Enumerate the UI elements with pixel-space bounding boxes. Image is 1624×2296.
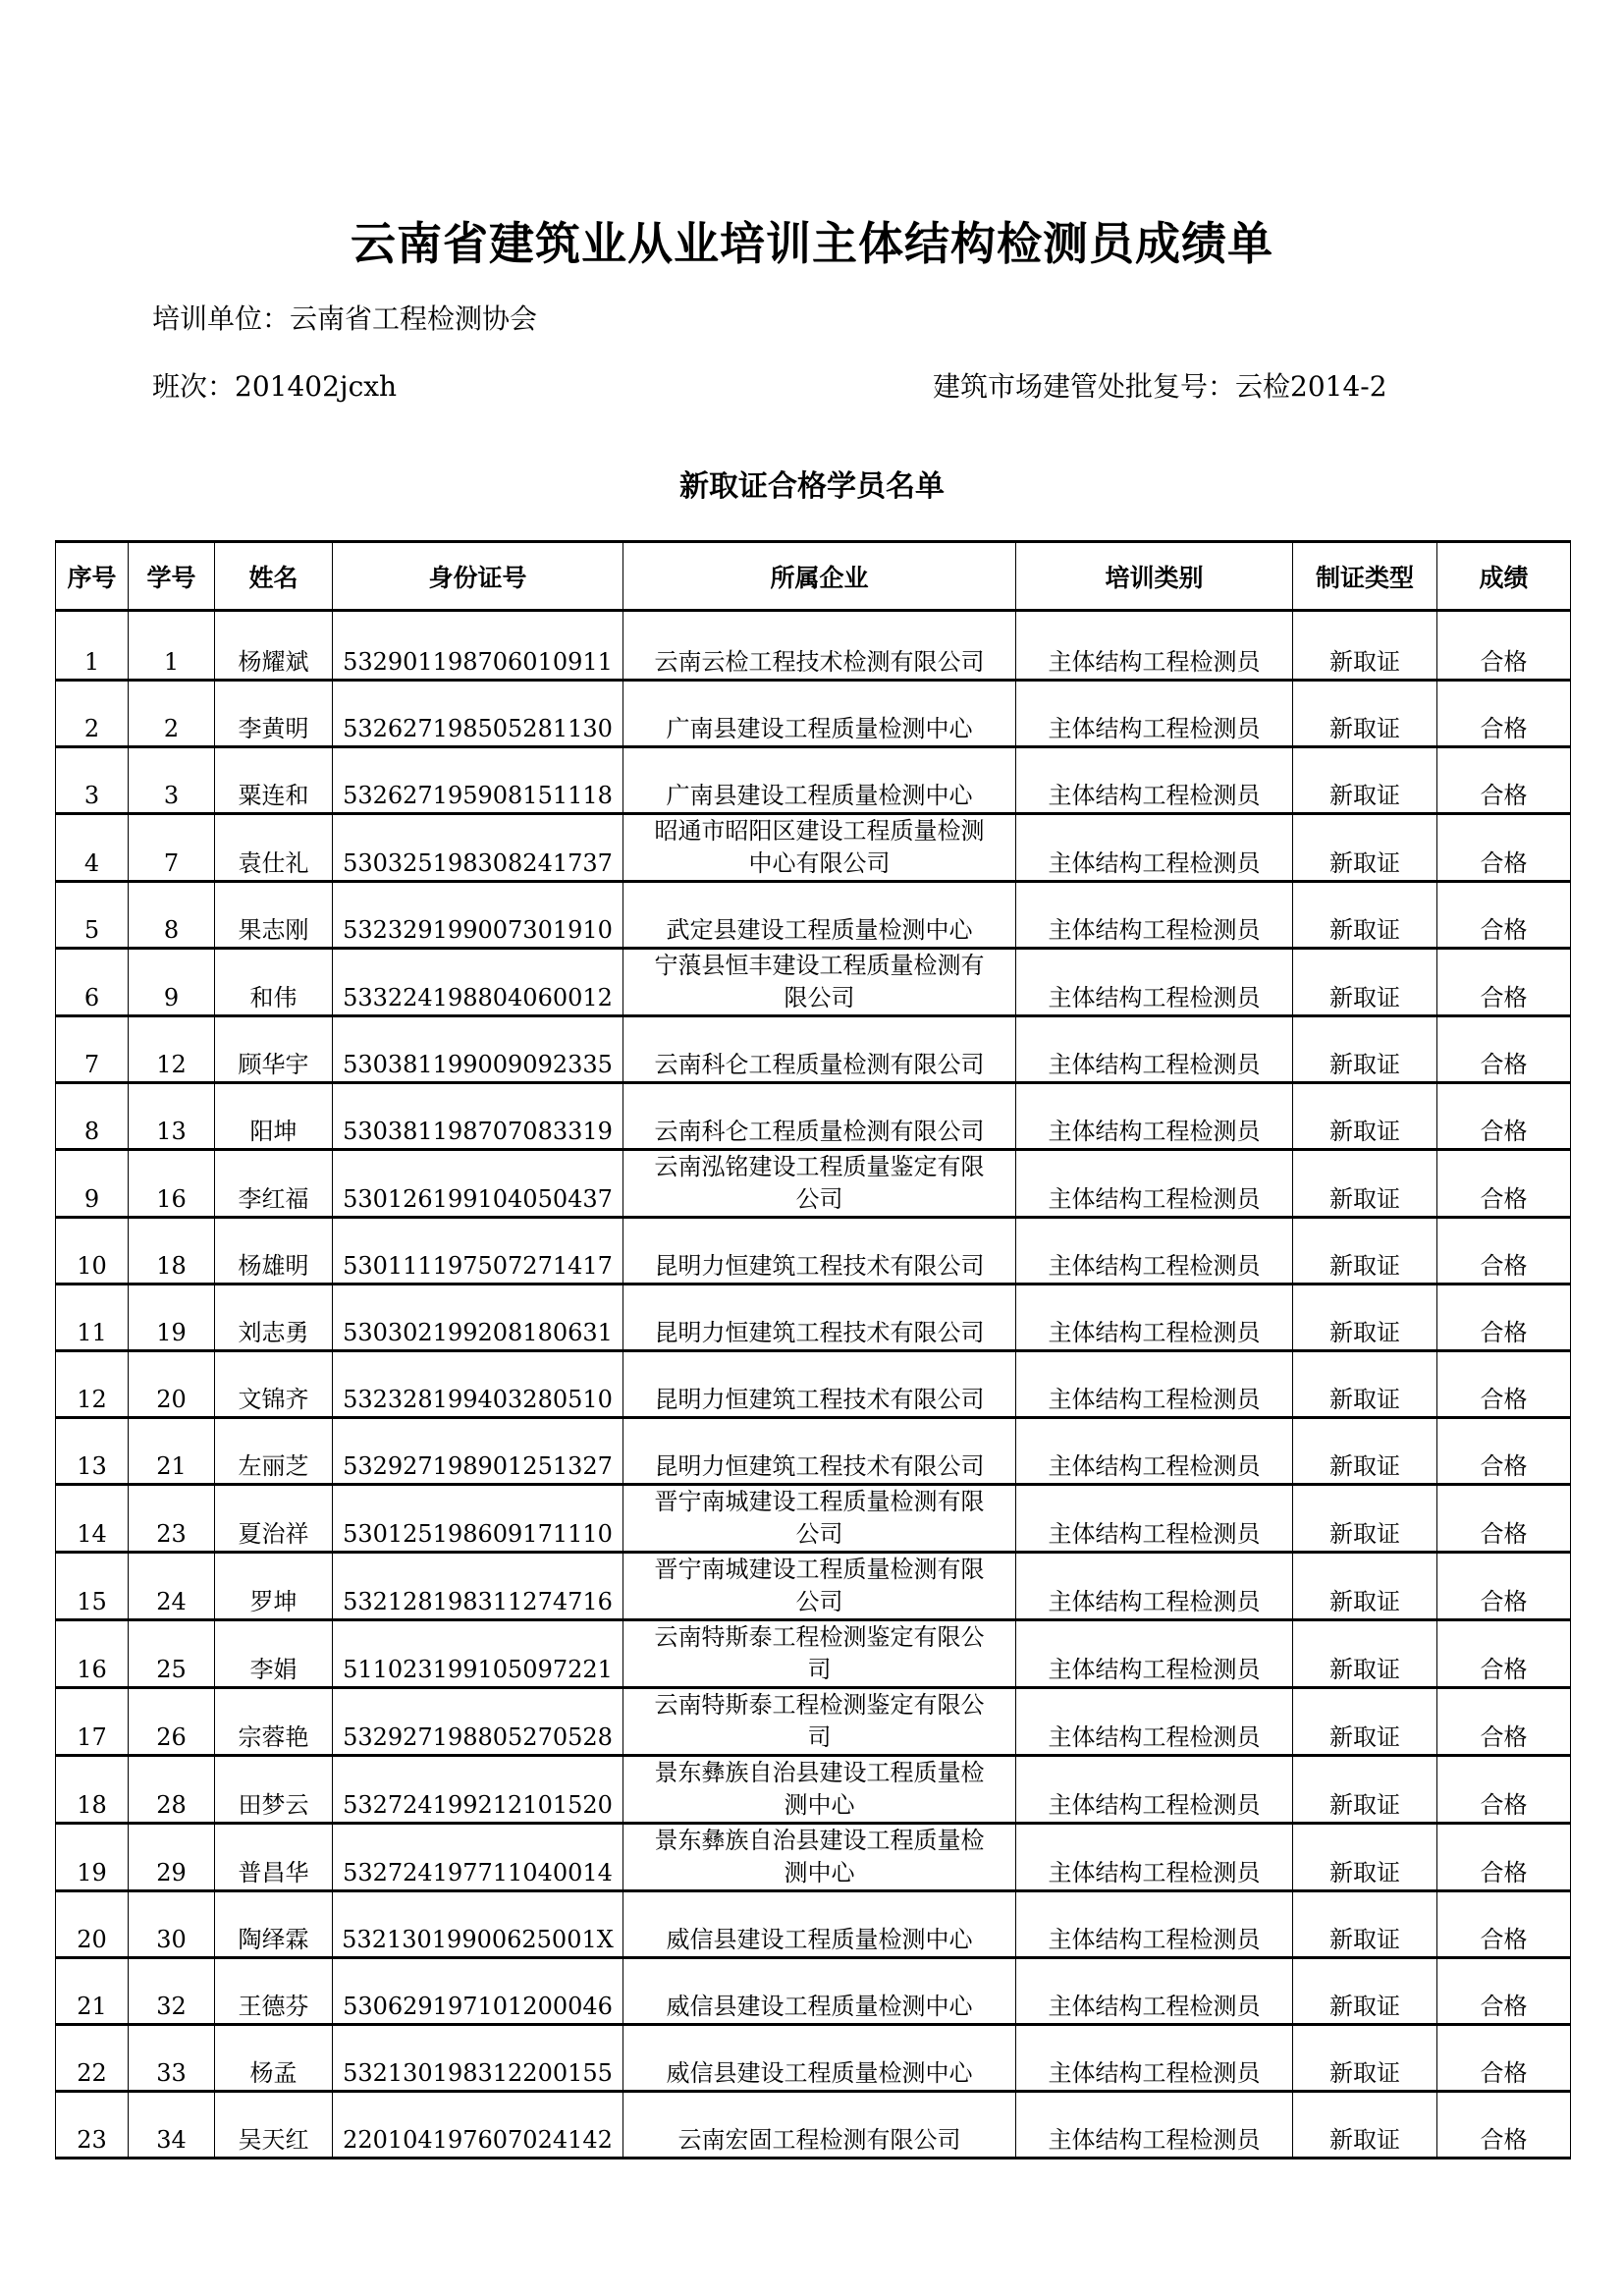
cell-cert-type: 新取证 — [1293, 1620, 1437, 1688]
cell-seq: 10 — [56, 1218, 129, 1285]
cell-student-no: 19 — [129, 1285, 215, 1351]
cell-result: 合格 — [1437, 1485, 1571, 1553]
cell-training-category: 主体结构工程检测员 — [1016, 1083, 1293, 1150]
header-result: 成绩 — [1437, 542, 1571, 611]
company-line: 云南特斯泰工程检测鉴定有限公 — [654, 1691, 985, 1719]
header-student-no: 学号 — [129, 542, 215, 611]
company-line: 云南云检工程技术检测有限公司 — [654, 648, 985, 676]
cell-cert-type: 新取证 — [1293, 1351, 1437, 1418]
cell-company — [623, 1285, 1016, 1351]
cell-seq: 19 — [56, 1824, 129, 1891]
cell-id-number: 532627198505281130 — [333, 681, 623, 747]
cell-seq: 20 — [56, 1891, 129, 1958]
cell-student-no: 16 — [129, 1150, 215, 1218]
cell-training-category: 主体结构工程检测员 — [1016, 747, 1293, 814]
table-row — [56, 1150, 1571, 1218]
cell-cert-type: 新取证 — [1293, 949, 1437, 1016]
table-row — [56, 1485, 1571, 1553]
cell-id-number: 530629197101200046 — [333, 1958, 623, 2025]
cell-seq: 3 — [56, 747, 129, 814]
cell-training-category: 主体结构工程检测员 — [1016, 1824, 1293, 1891]
cell-seq: 13 — [56, 1418, 129, 1485]
cell-id-number: 53213019900625001X — [333, 1891, 623, 1958]
cell-seq: 16 — [56, 1620, 129, 1688]
cell-name: 刘志勇 — [215, 1285, 333, 1351]
cell-student-no: 25 — [129, 1620, 215, 1688]
cell-seq: 14 — [56, 1485, 129, 1553]
class-code: 班次：201402jcxh — [152, 370, 398, 403]
table-row — [56, 1553, 1571, 1620]
company-line: 司 — [807, 1723, 832, 1751]
cell-seq: 23 — [56, 2092, 129, 2159]
company-line: 昆明力恒建筑工程技术有限公司 — [654, 1452, 985, 1480]
cell-training-category: 主体结构工程检测员 — [1016, 1756, 1293, 1824]
cell-student-no: 2 — [129, 681, 215, 747]
cell-seq: 7 — [56, 1016, 129, 1083]
header-training-category: 培训类别 — [1016, 542, 1293, 611]
cell-id-number: 530302199208180631 — [333, 1285, 623, 1351]
approval-number: 建筑市场建管处批复号：云检2014-2 — [933, 370, 1387, 403]
cell-training-category: 主体结构工程检测员 — [1016, 1218, 1293, 1285]
table-row — [56, 949, 1571, 1016]
cell-company — [623, 1351, 1016, 1418]
cell-company — [623, 2092, 1016, 2159]
cell-name: 普昌华 — [215, 1824, 333, 1891]
cell-student-no: 9 — [129, 949, 215, 1016]
cell-name: 王德芬 — [215, 1958, 333, 2025]
company-line: 宁蒗县恒丰建设工程质量检测有 — [654, 952, 985, 979]
cell-seq: 11 — [56, 1285, 129, 1351]
company-line: 云南泓铭建设工程质量鉴定有限 — [654, 1153, 985, 1180]
cell-student-no: 8 — [129, 882, 215, 949]
cell-company — [623, 1083, 1016, 1150]
cell-training-category: 主体结构工程检测员 — [1016, 1958, 1293, 2025]
cell-result: 合格 — [1437, 882, 1571, 949]
cell-company — [623, 1150, 1016, 1218]
cell-training-category: 主体结构工程检测员 — [1016, 1891, 1293, 1958]
cell-training-category: 主体结构工程检测员 — [1016, 949, 1293, 1016]
cell-name: 粟连和 — [215, 747, 333, 814]
cell-training-category: 主体结构工程检测员 — [1016, 1485, 1293, 1553]
cell-id-number: 530125198609171110 — [333, 1485, 623, 1553]
table-header-row — [56, 542, 1571, 611]
cell-company — [623, 1418, 1016, 1485]
table-row — [56, 611, 1571, 681]
table-row — [56, 1688, 1571, 1756]
cell-name: 罗坤 — [215, 1553, 333, 1620]
cell-student-no: 26 — [129, 1688, 215, 1756]
company-line: 晋宁南城建设工程质量检测有限 — [654, 1556, 985, 1583]
cell-cert-type: 新取证 — [1293, 1756, 1437, 1824]
company-line: 司 — [807, 1656, 832, 1683]
cell-seq: 21 — [56, 1958, 129, 2025]
table-row — [56, 1418, 1571, 1485]
company-line: 威信县建设工程质量检测中心 — [666, 1993, 973, 2020]
company-line: 威信县建设工程质量检测中心 — [666, 2059, 973, 2087]
cell-id-number: 530381198707083319 — [333, 1083, 623, 1150]
cell-student-no: 34 — [129, 2092, 215, 2159]
results-table — [55, 540, 1571, 2159]
company-line: 云南特斯泰工程检测鉴定有限公 — [654, 1623, 985, 1651]
header-name: 姓名 — [215, 542, 333, 611]
cell-company — [623, 681, 1016, 747]
cell-seq: 5 — [56, 882, 129, 949]
cell-result: 合格 — [1437, 1958, 1571, 2025]
cell-name: 陶绎霖 — [215, 1891, 333, 1958]
table-row — [56, 1620, 1571, 1688]
cell-student-no: 30 — [129, 1891, 215, 1958]
company-line: 限公司 — [784, 984, 855, 1011]
company-line: 昆明力恒建筑工程技术有限公司 — [654, 1386, 985, 1413]
cell-id-number: 530111197507271417 — [333, 1218, 623, 1285]
cell-name: 吴天红 — [215, 2092, 333, 2159]
cell-seq: 15 — [56, 1553, 129, 1620]
cell-training-category: 主体结构工程检测员 — [1016, 2025, 1293, 2092]
cell-cert-type: 新取证 — [1293, 1891, 1437, 1958]
company-line: 测中心 — [784, 1791, 855, 1819]
table-row — [56, 2092, 1571, 2159]
cell-student-no: 7 — [129, 814, 215, 882]
cell-cert-type: 新取证 — [1293, 611, 1437, 681]
cell-id-number: 532724199212101520 — [333, 1756, 623, 1824]
cell-result: 合格 — [1437, 747, 1571, 814]
cell-cert-type: 新取证 — [1293, 681, 1437, 747]
cell-cert-type: 新取证 — [1293, 2092, 1437, 2159]
cell-seq: 22 — [56, 2025, 129, 2092]
cell-company — [623, 747, 1016, 814]
cell-company — [623, 1620, 1016, 1688]
cell-company — [623, 1958, 1016, 2025]
cell-result: 合格 — [1437, 1824, 1571, 1891]
cell-seq: 2 — [56, 681, 129, 747]
header-id-number: 身份证号 — [333, 542, 623, 611]
cell-name: 阳坤 — [215, 1083, 333, 1150]
cell-name: 袁仕礼 — [215, 814, 333, 882]
cell-name: 果志刚 — [215, 882, 333, 949]
table-row — [56, 814, 1571, 882]
cell-training-category: 主体结构工程检测员 — [1016, 882, 1293, 949]
table-row — [56, 1016, 1571, 1083]
cell-training-category: 主体结构工程检测员 — [1016, 1285, 1293, 1351]
company-line: 昆明力恒建筑工程技术有限公司 — [654, 1252, 985, 1280]
cell-result: 合格 — [1437, 611, 1571, 681]
company-line: 广南县建设工程质量检测中心 — [666, 715, 973, 742]
cell-result: 合格 — [1437, 1083, 1571, 1150]
cell-id-number: 532329199007301910 — [333, 882, 623, 949]
company-line: 武定县建设工程质量检测中心 — [666, 916, 973, 944]
company-line: 景东彝族自治县建设工程质量检 — [654, 1759, 985, 1786]
cell-seq: 1 — [56, 611, 129, 681]
cell-training-category: 主体结构工程检测员 — [1016, 814, 1293, 882]
company-line: 公司 — [795, 1185, 843, 1213]
table-row — [56, 1958, 1571, 2025]
table-row — [56, 747, 1571, 814]
cell-company — [623, 1891, 1016, 1958]
cell-cert-type: 新取证 — [1293, 1553, 1437, 1620]
cell-cert-type: 新取证 — [1293, 2025, 1437, 2092]
cell-result: 合格 — [1437, 1620, 1571, 1688]
cell-result: 合格 — [1437, 1016, 1571, 1083]
cell-student-no: 1 — [129, 611, 215, 681]
cell-training-category: 主体结构工程检测员 — [1016, 1150, 1293, 1218]
company-line: 中心有限公司 — [748, 849, 891, 877]
cell-seq: 12 — [56, 1351, 129, 1418]
cell-id-number: 530126199104050437 — [333, 1150, 623, 1218]
table-row — [56, 681, 1571, 747]
cell-result: 合格 — [1437, 949, 1571, 1016]
cell-name: 和伟 — [215, 949, 333, 1016]
cell-training-category: 主体结构工程检测员 — [1016, 1688, 1293, 1756]
cell-cert-type: 新取证 — [1293, 1218, 1437, 1285]
cell-training-category: 主体结构工程检测员 — [1016, 2092, 1293, 2159]
cell-student-no: 33 — [129, 2025, 215, 2092]
cell-cert-type: 新取证 — [1293, 1958, 1437, 2025]
document-title: 云南省建筑业从业培训主体结构检测员成绩单 — [351, 217, 1273, 270]
cell-company — [623, 2025, 1016, 2092]
cell-result: 合格 — [1437, 1756, 1571, 1824]
table-row — [56, 1285, 1571, 1351]
cell-id-number: 532627195908151118 — [333, 747, 623, 814]
cell-result: 合格 — [1437, 1553, 1571, 1620]
cell-company — [623, 1824, 1016, 1891]
cell-company — [623, 949, 1016, 1016]
cell-cert-type: 新取证 — [1293, 1824, 1437, 1891]
cell-cert-type: 新取证 — [1293, 747, 1437, 814]
cell-id-number: 511023199105097221 — [333, 1620, 623, 1688]
cell-result: 合格 — [1437, 1150, 1571, 1218]
cell-id-number: 220104197607024142 — [333, 2092, 623, 2159]
cell-id-number: 532927198901251327 — [333, 1418, 623, 1485]
cell-result: 合格 — [1437, 681, 1571, 747]
header-company: 所属企业 — [623, 542, 1016, 611]
cell-result: 合格 — [1437, 1418, 1571, 1485]
company-line: 云南宏固工程检测有限公司 — [677, 2126, 961, 2154]
cell-cert-type: 新取证 — [1293, 1285, 1437, 1351]
table-row — [56, 882, 1571, 949]
cell-cert-type: 新取证 — [1293, 882, 1437, 949]
company-line: 云南科仑工程质量检测有限公司 — [654, 1051, 985, 1078]
table-row — [56, 1351, 1571, 1418]
cell-company — [623, 611, 1016, 681]
cell-result: 合格 — [1437, 1218, 1571, 1285]
cell-id-number: 532128198311274716 — [333, 1553, 623, 1620]
table-row — [56, 1756, 1571, 1824]
cell-id-number: 532901198706010911 — [333, 611, 623, 681]
cell-result: 合格 — [1437, 1285, 1571, 1351]
company-line: 威信县建设工程质量检测中心 — [666, 1926, 973, 1953]
cell-cert-type: 新取证 — [1293, 1418, 1437, 1485]
cell-training-category: 主体结构工程检测员 — [1016, 1553, 1293, 1620]
cell-student-no: 20 — [129, 1351, 215, 1418]
training-unit: 培训单位：云南省工程检测协会 — [152, 302, 538, 335]
cell-name: 左丽芝 — [215, 1418, 333, 1485]
cell-training-category: 主体结构工程检测员 — [1016, 681, 1293, 747]
cell-name: 文锦齐 — [215, 1351, 333, 1418]
cell-cert-type: 新取证 — [1293, 814, 1437, 882]
cell-name: 杨孟 — [215, 2025, 333, 2092]
cell-result: 合格 — [1437, 1688, 1571, 1756]
company-line: 公司 — [795, 1588, 843, 1615]
cell-training-category: 主体结构工程检测员 — [1016, 1418, 1293, 1485]
cell-student-no: 3 — [129, 747, 215, 814]
cell-result: 合格 — [1437, 2092, 1571, 2159]
cell-name: 宗蓉艳 — [215, 1688, 333, 1756]
cell-id-number: 532724197711040014 — [333, 1824, 623, 1891]
table-row — [56, 1218, 1571, 1285]
cell-student-no: 21 — [129, 1418, 215, 1485]
company-line: 广南县建设工程质量检测中心 — [666, 782, 973, 809]
cell-name: 顾华宇 — [215, 1016, 333, 1083]
company-line: 云南科仑工程质量检测有限公司 — [654, 1118, 985, 1145]
header-cert-type: 制证类型 — [1293, 542, 1437, 611]
cell-seq: 6 — [56, 949, 129, 1016]
cell-company — [623, 1688, 1016, 1756]
cell-student-no: 18 — [129, 1218, 215, 1285]
cell-id-number: 533224198804060012 — [333, 949, 623, 1016]
company-line: 景东彝族自治县建设工程质量检 — [654, 1827, 985, 1854]
header-seq: 序号 — [56, 542, 129, 611]
cell-seq: 18 — [56, 1756, 129, 1824]
cell-student-no: 24 — [129, 1553, 215, 1620]
cell-company — [623, 1756, 1016, 1824]
cell-cert-type: 新取证 — [1293, 1083, 1437, 1150]
company-line: 昭通市昭阳区建设工程质量检测 — [654, 817, 985, 845]
cell-cert-type: 新取证 — [1293, 1688, 1437, 1756]
cell-result: 合格 — [1437, 1351, 1571, 1418]
cell-id-number: 530325198308241737 — [333, 814, 623, 882]
cell-cert-type: 新取证 — [1293, 1016, 1437, 1083]
cell-result: 合格 — [1437, 1891, 1571, 1958]
cell-result: 合格 — [1437, 2025, 1571, 2092]
cell-id-number: 532328199403280510 — [333, 1351, 623, 1418]
cell-company — [623, 882, 1016, 949]
cell-training-category: 主体结构工程检测员 — [1016, 1351, 1293, 1418]
cell-company — [623, 1016, 1016, 1083]
table-row — [56, 1824, 1571, 1891]
cell-name: 夏治祥 — [215, 1485, 333, 1553]
cell-company — [623, 1553, 1016, 1620]
cell-seq: 17 — [56, 1688, 129, 1756]
cell-id-number: 532130198312200155 — [333, 2025, 623, 2092]
cell-training-category: 主体结构工程检测员 — [1016, 1620, 1293, 1688]
cell-student-no: 12 — [129, 1016, 215, 1083]
cell-id-number: 532927198805270528 — [333, 1688, 623, 1756]
table-row — [56, 2025, 1571, 2092]
list-subtitle: 新取证合格学员名单 — [679, 469, 945, 504]
cell-student-no: 13 — [129, 1083, 215, 1150]
company-line: 公司 — [795, 1520, 843, 1548]
company-line: 晋宁南城建设工程质量检测有限 — [654, 1488, 985, 1515]
cell-seq: 8 — [56, 1083, 129, 1150]
cell-company — [623, 1485, 1016, 1553]
cell-company — [623, 1218, 1016, 1285]
cell-cert-type: 新取证 — [1293, 1150, 1437, 1218]
cell-name: 杨耀斌 — [215, 611, 333, 681]
cell-student-no: 28 — [129, 1756, 215, 1824]
cell-training-category: 主体结构工程检测员 — [1016, 611, 1293, 681]
cell-student-no: 29 — [129, 1824, 215, 1891]
cell-name: 李红福 — [215, 1150, 333, 1218]
cell-id-number: 530381199009092335 — [333, 1016, 623, 1083]
company-line: 测中心 — [784, 1859, 855, 1886]
cell-student-no: 23 — [129, 1485, 215, 1553]
cell-result: 合格 — [1437, 814, 1571, 882]
cell-name: 杨雄明 — [215, 1218, 333, 1285]
cell-training-category: 主体结构工程检测员 — [1016, 1016, 1293, 1083]
cell-cert-type: 新取证 — [1293, 1485, 1437, 1553]
cell-seq: 9 — [56, 1150, 129, 1218]
company-line: 昆明力恒建筑工程技术有限公司 — [654, 1319, 985, 1346]
cell-seq: 4 — [56, 814, 129, 882]
cell-name: 李黄明 — [215, 681, 333, 747]
cell-company — [623, 814, 1016, 882]
cell-name: 田梦云 — [215, 1756, 333, 1824]
cell-name: 李娟 — [215, 1620, 333, 1688]
table-row — [56, 1891, 1571, 1958]
cell-student-no: 32 — [129, 1958, 215, 2025]
table-row — [56, 1083, 1571, 1150]
